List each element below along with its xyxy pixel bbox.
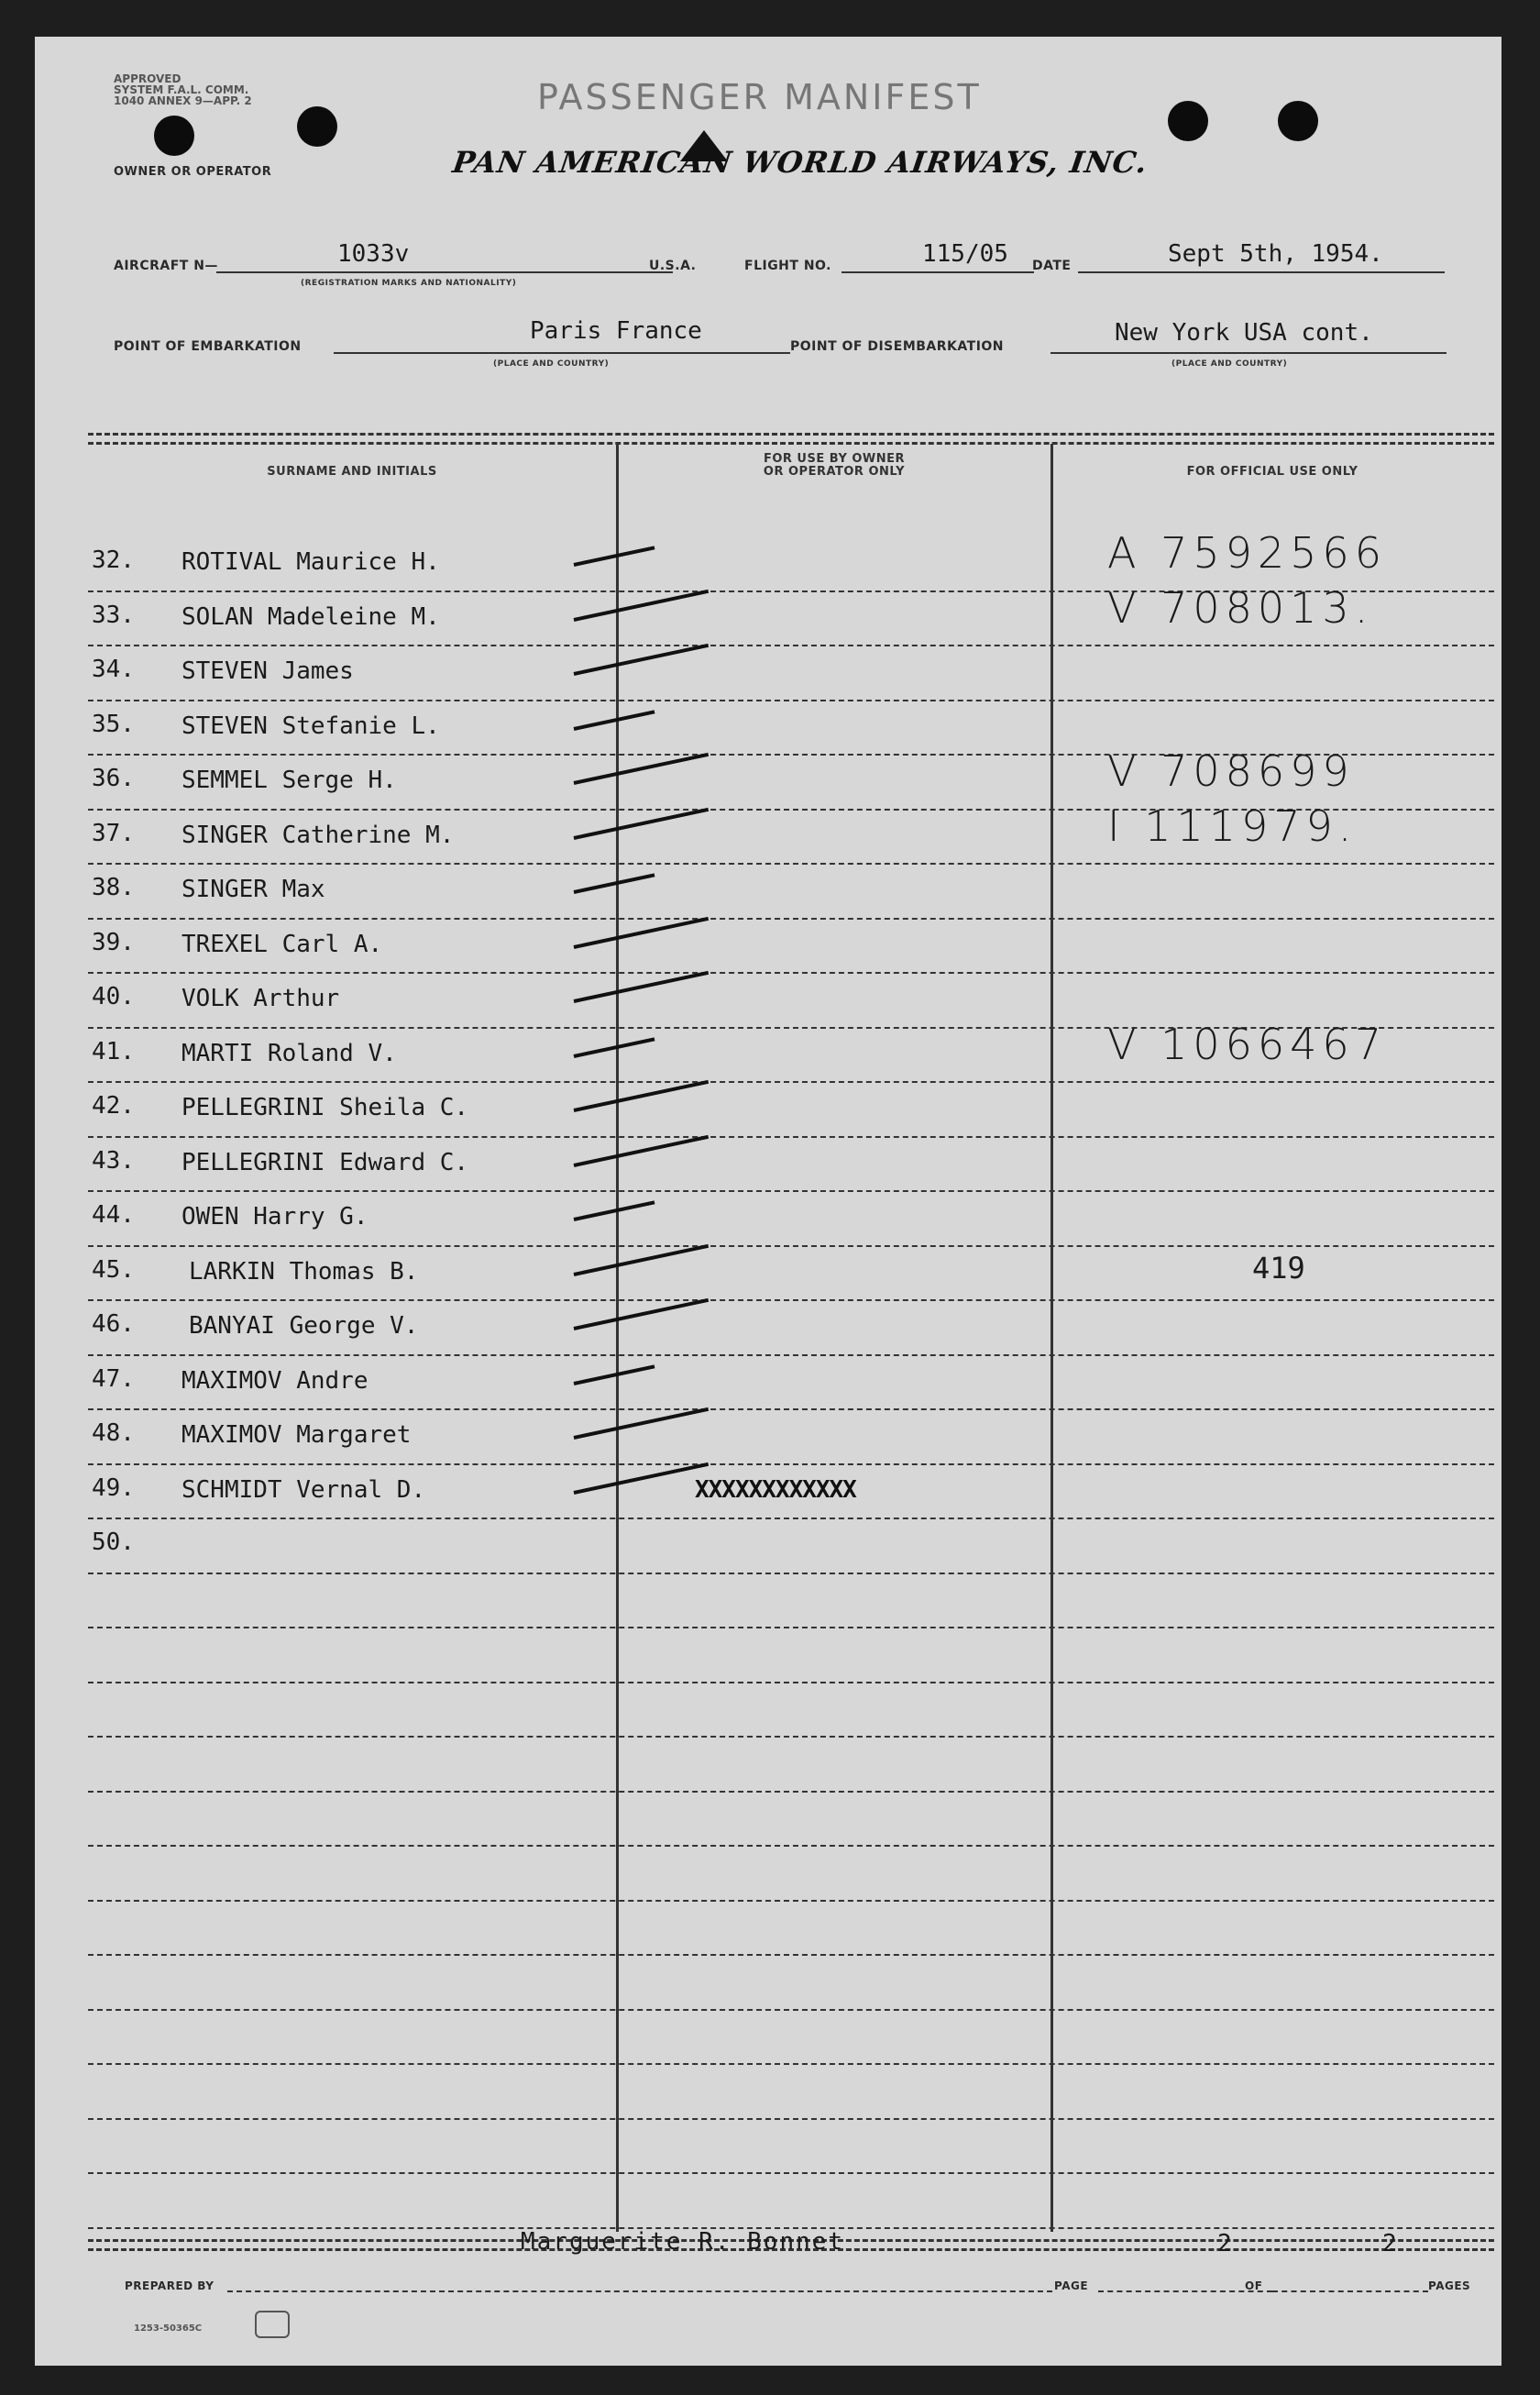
- of-label: OF: [1245, 2279, 1263, 2292]
- row-rule: [88, 1299, 1494, 1301]
- table-row: [35, 1019, 1502, 1086]
- row-rule: [88, 1682, 1494, 1683]
- passenger-name: VOLK Arthur: [182, 985, 340, 1012]
- passenger-name: MARTI Roland V.: [182, 1039, 397, 1067]
- punch-hole: [1168, 101, 1208, 141]
- date-label: DATE: [1032, 259, 1072, 273]
- page-value: 2: [1217, 2230, 1232, 2257]
- row-rule: [88, 1190, 1494, 1192]
- operator-check-mark: [574, 1134, 710, 1166]
- row-number: 36.: [92, 765, 135, 792]
- official-entry: I 111979.: [1107, 800, 1358, 851]
- operator-check-mark: [574, 1364, 655, 1385]
- row-number: 48.: [92, 1419, 135, 1447]
- row-rule: [88, 1736, 1494, 1738]
- operator-check-mark: [574, 916, 710, 948]
- passenger-name: LARKIN Thomas B.: [189, 1257, 419, 1286]
- punch-hole: [1278, 101, 1318, 141]
- operator-check-mark: [574, 1200, 655, 1221]
- row-number: 47.: [92, 1364, 135, 1393]
- operator-check-mark: [574, 1037, 655, 1058]
- table-row: [35, 1412, 1502, 1467]
- aircraft-label: AIRCRAFT N—: [114, 259, 218, 273]
- row-number: 50.: [92, 1529, 135, 1556]
- operator-check-mark: [574, 873, 655, 894]
- operator-check-mark: [574, 589, 710, 621]
- form-number: 1253-50365C: [134, 2323, 203, 2334]
- row-rule: [88, 1245, 1494, 1247]
- row-number: 38.: [92, 874, 135, 901]
- row-rule: [88, 2172, 1494, 2174]
- table-row: [35, 1467, 1502, 1522]
- table-row: [35, 922, 1502, 977]
- operator-check-mark: [574, 644, 710, 676]
- operator-check-mark: [574, 710, 655, 731]
- official-entry: V 708699: [1107, 746, 1355, 796]
- passenger-name: ROTIVAL Maurice H.: [182, 548, 440, 576]
- row-rule: [88, 2118, 1494, 2120]
- row-number: 33.: [92, 601, 135, 629]
- passenger-name: PELLEGRINI Sheila C.: [182, 1094, 469, 1121]
- row-number: 49.: [92, 1473, 135, 1502]
- disembark-label: POINT OF DISEMBARKATION: [790, 339, 1005, 354]
- manifest-sheet: [35, 37, 1502, 2366]
- table-row: [35, 1085, 1502, 1140]
- embark-label: POINT OF EMBARKATION: [114, 339, 302, 354]
- row-rule: [88, 2063, 1494, 2065]
- row-rule: [88, 2009, 1494, 2011]
- table-row: [35, 648, 1502, 703]
- page-label: PAGE: [1054, 2279, 1089, 2292]
- col-header-official: FOR OFFICIAL USE ONLY: [1186, 465, 1358, 479]
- date-value: Sept 5th, 1954.: [1168, 240, 1383, 268]
- passenger-name: STEVEN James: [182, 657, 354, 685]
- row-rule: [88, 1518, 1494, 1519]
- col-header-operator-line: FOR USE BY OWNER: [763, 452, 906, 466]
- row-number: 46.: [92, 1310, 135, 1338]
- row-number: 41.: [92, 1037, 135, 1065]
- official-entry: 419: [1252, 1250, 1305, 1286]
- row-rule: [88, 1900, 1494, 1902]
- usa-label: U.S.A.: [649, 259, 697, 273]
- passenger-name: SINGER Catherine M.: [182, 821, 455, 849]
- row-rule: [88, 1627, 1494, 1628]
- col-header-operator: [618, 453, 1050, 479]
- row-rule: [88, 1354, 1494, 1356]
- operator-check-mark: [574, 1407, 710, 1440]
- operator-check-mark: [574, 546, 655, 567]
- table-row: [35, 1194, 1502, 1249]
- approval-note: [114, 73, 252, 106]
- manifest-title: PASSENGER MANIFEST: [537, 77, 982, 117]
- aircraft-value: 1033v: [337, 240, 410, 268]
- pages-value: 2: [1382, 2230, 1397, 2257]
- row-number: 42.: [92, 1092, 135, 1120]
- row-rule: [88, 1081, 1494, 1083]
- approval-line: APPROVED: [114, 72, 182, 85]
- row-rule: [88, 972, 1494, 974]
- passenger-name: MAXIMOV Margaret: [182, 1421, 412, 1449]
- official-entry: V 1066467: [1107, 1019, 1387, 1069]
- logo-arrow-icon: [680, 130, 728, 161]
- table-row: [35, 1303, 1502, 1358]
- passenger-name: STEVEN Stefanie L.: [182, 712, 440, 740]
- row-rule: [88, 1845, 1494, 1847]
- flight-label: FLIGHT NO.: [744, 259, 831, 273]
- row-rule: [88, 863, 1494, 865]
- table-row: [35, 1521, 1502, 1576]
- row-number: 32.: [92, 546, 135, 574]
- table-row: [35, 800, 1502, 867]
- row-number: 35.: [92, 710, 135, 738]
- operator-check-mark: [574, 1080, 710, 1112]
- row-number: 40.: [92, 983, 135, 1010]
- prepared-by-value: Marguerite R. Bonnet: [521, 2228, 845, 2256]
- row-rule: [88, 700, 1494, 701]
- passenger-name: SOLAN Madeleine M.: [182, 602, 440, 631]
- row-rule: [88, 1573, 1494, 1574]
- row-rule: [88, 1954, 1494, 1956]
- row-rule: [88, 1136, 1494, 1138]
- col-header-operator-line: OR OPERATOR ONLY: [763, 465, 906, 479]
- official-entry: A 7592566: [1107, 528, 1387, 578]
- row-number: 43.: [92, 1146, 135, 1175]
- passenger-name: SCHMIDT Vernal D.: [182, 1475, 426, 1504]
- row-rule: [88, 1408, 1494, 1410]
- row-rule: [88, 918, 1494, 920]
- operator-check-mark: [574, 1462, 710, 1494]
- owner-label: OWNER OR OPERATOR: [114, 165, 272, 179]
- embark-value: Paris France: [530, 317, 702, 345]
- union-label-icon: [255, 2311, 290, 2338]
- punch-hole: [154, 116, 194, 156]
- table-row: [35, 1358, 1502, 1413]
- registration-caption: (REGISTRATION MARKS AND NATIONALITY): [301, 279, 517, 288]
- row-number: 44.: [92, 1201, 135, 1229]
- passenger-name: SINGER Max: [182, 876, 325, 903]
- row-number: 45.: [92, 1255, 135, 1284]
- row-rule: [88, 1463, 1494, 1465]
- approval-line: SYSTEM F.A.L. COMM.: [114, 83, 249, 96]
- operator-check-mark: [574, 971, 710, 1003]
- prepared-by-label: PREPARED BY: [125, 2279, 214, 2292]
- row-number: 34.: [92, 656, 135, 683]
- official-entry: V 708013.: [1107, 582, 1374, 633]
- passenger-name: OWEN Harry G.: [182, 1203, 368, 1231]
- punch-hole: [297, 106, 337, 147]
- operator-check-mark: [574, 1243, 710, 1275]
- operator-check-mark: [574, 753, 710, 785]
- flight-value: 115/05: [922, 240, 1008, 268]
- table-row: [35, 1140, 1502, 1195]
- passenger-name: MAXIMOV Andre: [182, 1366, 368, 1395]
- table-row: [35, 582, 1502, 649]
- col-header-surname: SURNAME AND INITIALS: [267, 465, 437, 479]
- airline-name: PAN AMERICAN WORLD AIRWAYS, INC.: [450, 145, 1150, 180]
- row-rule: [88, 645, 1494, 646]
- approval-line: 1040 ANNEX 9—APP. 2: [114, 94, 252, 107]
- table-row: [35, 1249, 1502, 1304]
- embark-caption: (PLACE AND COUNTRY): [493, 359, 610, 369]
- disembark-value: New York USA cont.: [1115, 319, 1373, 347]
- struck-out-stamp: XXXXXXXXXXXX: [695, 1475, 856, 1504]
- table-row: [35, 866, 1502, 922]
- row-number: 37.: [92, 819, 135, 847]
- operator-check-mark: [574, 807, 710, 839]
- passenger-name: BANYAI George V.: [189, 1312, 419, 1340]
- row-rule: [88, 1791, 1494, 1793]
- passenger-name: TREXEL Carl A.: [182, 930, 383, 958]
- passenger-name: PELLEGRINI Edward C.: [182, 1148, 469, 1176]
- passenger-name: SEMMEL Serge H.: [182, 767, 397, 794]
- disembark-caption: (PLACE AND COUNTRY): [1172, 359, 1288, 369]
- pages-label: PAGES: [1428, 2279, 1471, 2292]
- operator-check-mark: [574, 1298, 710, 1330]
- row-number: 39.: [92, 928, 135, 956]
